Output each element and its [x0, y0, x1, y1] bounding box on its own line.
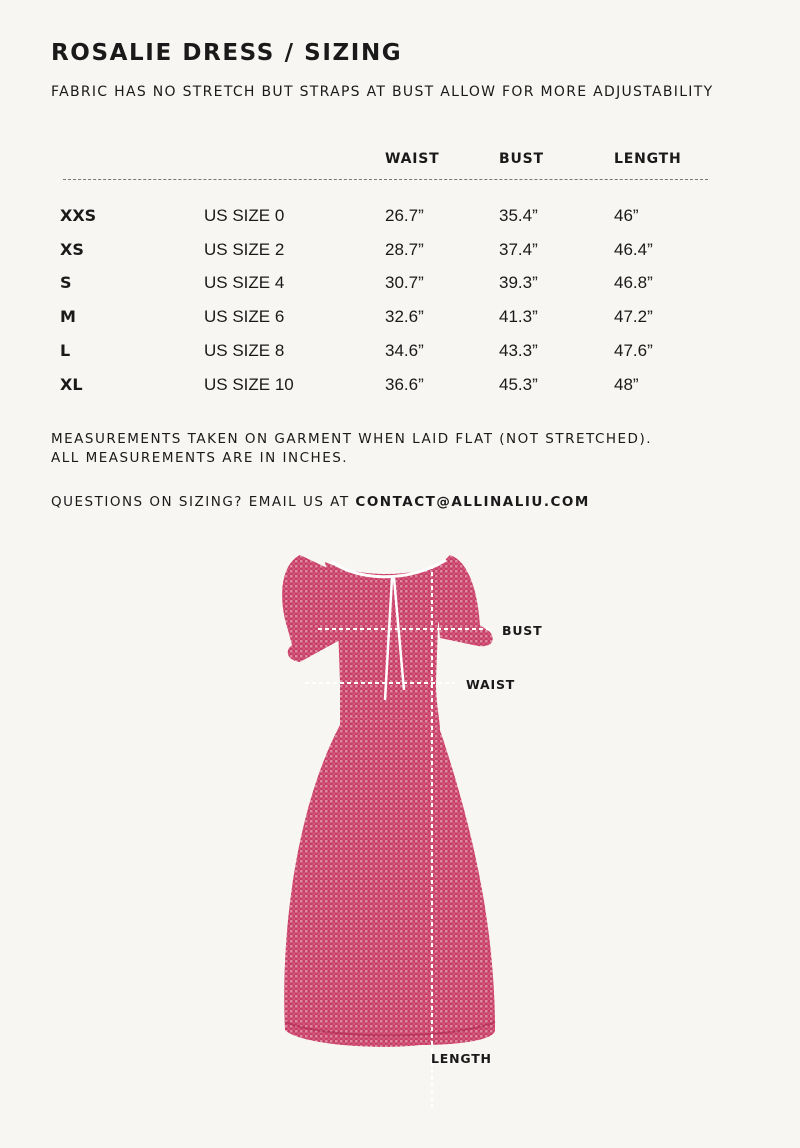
us-size-cell: US SIZE 2: [204, 240, 285, 259]
page-title: ROSALIE DRESS / SIZING: [51, 40, 403, 66]
waist-cell: 26.7”: [385, 206, 424, 225]
us-size-cell: US SIZE 8: [204, 341, 285, 360]
measurement-note: MEASUREMENTS TAKEN ON GARMENT WHEN LAID FLAT (NOT STRETCHED).: [51, 431, 653, 447]
size-cell: S: [60, 273, 72, 292]
size-cell: L: [60, 341, 71, 360]
bust-cell: 43.3”: [499, 341, 538, 360]
waist-label: WAIST: [466, 677, 516, 692]
bust-cell: 35.4”: [499, 206, 538, 225]
us-size-cell: US SIZE 6: [204, 307, 285, 326]
dress-illustration: [0, 540, 800, 1143]
header-length: LENGTH: [614, 151, 682, 167]
page-subtitle: FABRIC HAS NO STRETCH BUT STRAPS AT BUST ALLOW FOR MORE ADJUSTABILITY: [51, 84, 714, 100]
bust-cell: 37.4”: [499, 240, 538, 259]
skirt: [284, 717, 495, 1047]
waist-cell: 32.6”: [385, 307, 424, 326]
contact-question: QUESTIONS ON SIZING? EMAIL US AT: [51, 494, 356, 510]
us-size-cell: US SIZE 4: [204, 273, 285, 292]
units-note: ALL MEASUREMENTS ARE IN INCHES.: [51, 450, 349, 466]
size-cell: XXS: [60, 206, 97, 225]
size-cell: M: [60, 307, 76, 326]
table-divider: [63, 179, 708, 180]
length-label: LENGTH: [431, 1051, 492, 1066]
table-row: [0, 240, 800, 266]
length-cell: 46”: [614, 206, 639, 225]
waist-cell: 30.7”: [385, 273, 424, 292]
us-size-cell: US SIZE 0: [204, 206, 285, 225]
contact-email-link[interactable]: CONTACT@ALLINALIU.COM: [355, 494, 590, 510]
table-row: [0, 307, 800, 333]
table-row: [0, 273, 800, 299]
length-cell: 47.6”: [614, 341, 653, 360]
length-cell: 46.8”: [614, 273, 653, 292]
dress-measurement-figure: [0, 540, 800, 1143]
length-cell: 48”: [614, 375, 639, 394]
header-bust: BUST: [499, 151, 544, 167]
bust-cell: 39.3”: [499, 273, 538, 292]
waist-cell: 36.6”: [385, 375, 424, 394]
contact-line: [51, 494, 590, 510]
us-size-cell: US SIZE 10: [204, 375, 294, 394]
size-cell: XL: [60, 375, 83, 394]
waist-cell: 28.7”: [385, 240, 424, 259]
table-row: [0, 341, 800, 367]
length-cell: 46.4”: [614, 240, 653, 259]
table-row: [0, 375, 800, 401]
bust-label: BUST: [502, 623, 543, 638]
table-row: [0, 206, 800, 232]
waist-cell: 34.6”: [385, 341, 424, 360]
length-cell: 47.2”: [614, 307, 653, 326]
bust-cell: 45.3”: [499, 375, 538, 394]
bust-cell: 41.3”: [499, 307, 538, 326]
header-waist: WAIST: [385, 151, 440, 167]
size-cell: XS: [60, 240, 84, 259]
